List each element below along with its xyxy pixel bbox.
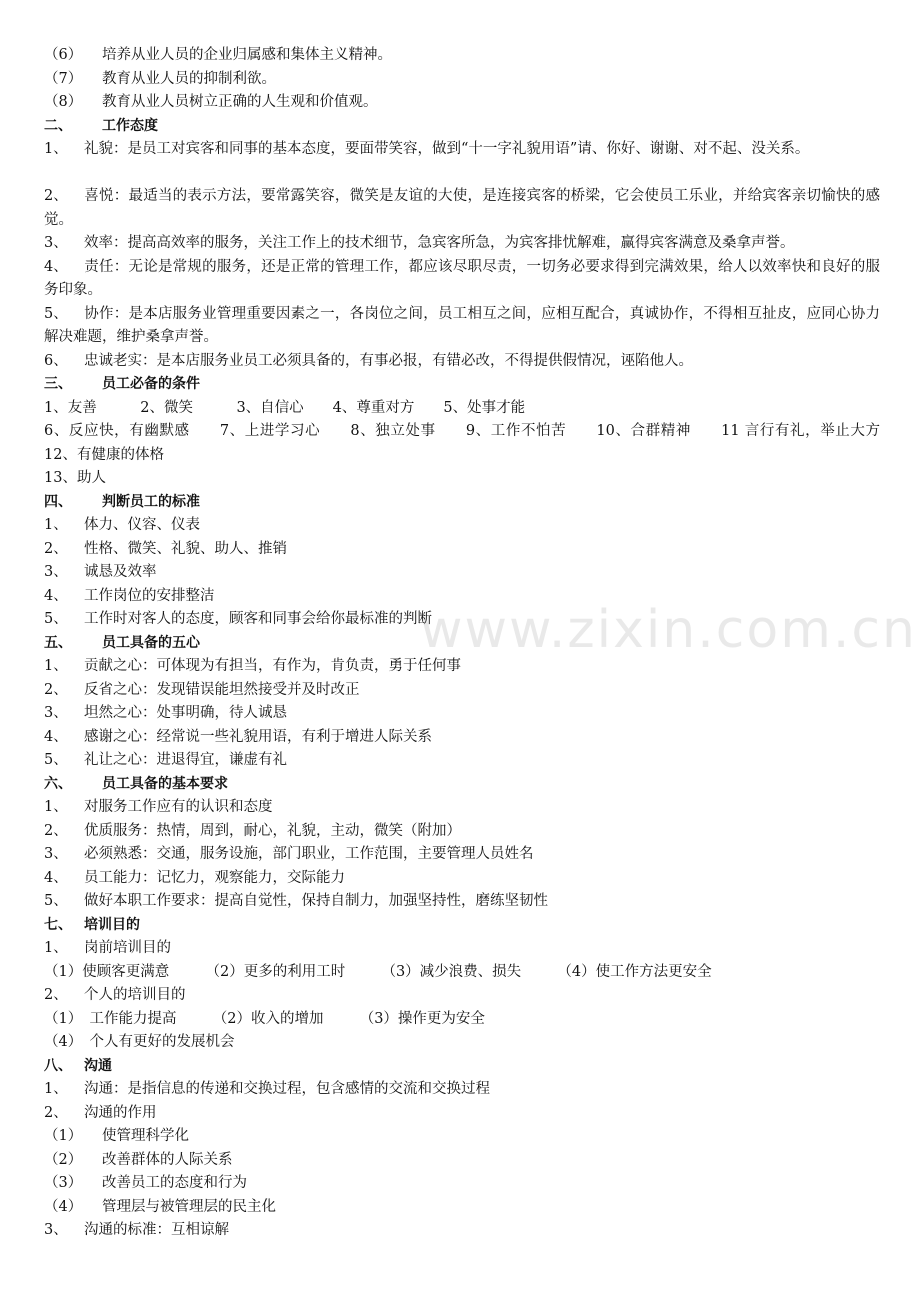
- list-item: [44, 820, 880, 844]
- list-item: [44, 843, 880, 867]
- item-text: 礼貌：是员工对宾客和同事的基本态度，要面带笑容，做到“十一字礼貌用语”请、你好、谢谢、对不起、没关系。: [84, 141, 810, 157]
- item-text: 使管理科学化: [102, 1128, 189, 1144]
- list-item: [44, 585, 880, 609]
- list-item: [44, 796, 880, 820]
- list-item: [44, 1219, 880, 1243]
- item-number: 4、: [44, 258, 68, 275]
- item-number: 3、: [44, 564, 68, 580]
- section-title: 培训目的: [84, 916, 140, 933]
- item-number: 3、: [44, 1222, 68, 1238]
- item-text: 效率：提高高效率的服务，关注工作上的技术细节，急宾客所急，为宾客排忧解难，赢得宾客满意及桑拿声誉。: [84, 235, 795, 251]
- item-text: 贡献之心：可体现为有担当，有作为，肯负责，勇于任何事: [84, 658, 461, 674]
- item-number: 3、: [44, 705, 68, 721]
- list-item: [44, 514, 880, 538]
- item-number: 2、: [44, 987, 68, 1003]
- list-item: [44, 1172, 880, 1196]
- item-text: 改善员工的态度和行为: [102, 1175, 247, 1191]
- list-item: [44, 68, 880, 92]
- item-text: 管理层与被管理层的民主化: [102, 1198, 276, 1215]
- section-number: 五、: [44, 634, 72, 651]
- list-item: [44, 984, 880, 1008]
- section-number: 二、: [44, 117, 72, 134]
- section-title: 员工必备的条件: [102, 376, 200, 392]
- section-heading: [44, 632, 880, 656]
- item-text: 沟通的标准：互相谅解: [84, 1222, 229, 1238]
- list-item: [44, 256, 880, 303]
- list-item: [44, 726, 880, 750]
- list-line: 1、友善 2、微笑 3、自信心 4、尊重对方 5、处事才能: [44, 399, 526, 416]
- section-heading: [44, 373, 880, 397]
- section-heading: [44, 914, 880, 938]
- item-text: 性格、微笑、礼貌、助人、推销: [84, 540, 287, 557]
- item-number: 4、: [44, 869, 68, 886]
- item-number: 4、: [44, 728, 68, 745]
- list-item: [44, 44, 880, 68]
- item-text: 礼让之心：进退得宜，谦虚有礼: [84, 752, 287, 768]
- item-text: 改善群体的人际关系: [102, 1151, 233, 1168]
- list-item: [44, 303, 880, 350]
- item-number: 6、: [44, 352, 68, 369]
- document-page: [44, 44, 909, 1243]
- section-title: 工作态度: [102, 117, 158, 134]
- list-item: [44, 867, 880, 891]
- item-text: 感谢之心：经常说一些礼貌用语，有利于增进人际关系: [84, 728, 432, 745]
- section-heading: [44, 773, 880, 797]
- list-line: 13、助人: [44, 470, 106, 486]
- section-number: 七、: [44, 916, 72, 933]
- item-text: 体力、仪容、仪表: [84, 517, 200, 533]
- list-item: [44, 749, 880, 773]
- item-text: 岗前培训目的: [84, 940, 171, 956]
- section-heading: [44, 1055, 880, 1079]
- list-item: [44, 561, 880, 585]
- section-number: 三、: [44, 376, 72, 392]
- item-text: 沟通：是指信息的传递和交换过程，包含感情的交流和交换过程: [84, 1081, 490, 1097]
- section-heading: [44, 491, 880, 515]
- list-item: [44, 608, 880, 632]
- list-item: [44, 679, 880, 703]
- item-text: 员工能力：记忆力，观察能力，交际能力: [84, 869, 345, 886]
- item-number: 5、: [44, 752, 68, 768]
- item-number: （1）: [44, 1128, 83, 1144]
- list-item: [44, 538, 880, 562]
- item-text: 培养从业人员的企业归属感和集体主义精神。: [102, 47, 392, 63]
- list-item: [44, 1125, 880, 1149]
- list-item: [44, 91, 880, 115]
- item-text: 工作时对客人的态度，顾客和同事会给你最标准的判断: [84, 611, 432, 627]
- list-item: [44, 1196, 880, 1220]
- item-text: 责任：无论是常规的服务，还是正常的管理工作，都应该尽职尽责，一切务必要求得到完满效果，给人以效率快和良好的服务印象。: [44, 258, 880, 298]
- item-number: 1、: [44, 141, 68, 157]
- item-number: （3）: [44, 1175, 83, 1191]
- item-number: 5、: [44, 893, 68, 909]
- item-number: 2、: [44, 540, 68, 557]
- list-item: [44, 232, 880, 256]
- list-item: [44, 1102, 880, 1126]
- item-text: 教育从业人员树立正确的人生观和价值观。: [102, 94, 378, 110]
- list-item: [44, 350, 880, 374]
- item-number: 3、: [44, 846, 68, 862]
- item-number: （7）: [44, 70, 83, 87]
- list-item: [44, 890, 880, 914]
- item-number: 2、: [44, 681, 68, 698]
- list-item: [44, 138, 880, 185]
- item-text: 忠诚老实：是本店服务业员工必须具备的，有事必报，有错必改，不得提供假情况，诬陷他人。: [84, 352, 693, 369]
- item-text: 坦然之心：处事明确，待人诚恳: [84, 705, 287, 721]
- options-line: （1）使顾客更满意 （2）更多的利用工时 （3）减少浪费、损失 （4）使工作方法更安全: [44, 963, 712, 980]
- item-number: 1、: [44, 799, 68, 815]
- watermark: www.zixin.com.cn: [420, 600, 917, 660]
- item-number: （2）: [44, 1151, 83, 1168]
- list-item: [44, 1078, 880, 1102]
- list-item: [44, 1149, 880, 1173]
- section-number: 六、: [44, 775, 72, 792]
- item-number: 5、: [44, 611, 68, 627]
- item-number: （6）: [44, 47, 83, 63]
- list-item: [44, 655, 880, 679]
- item-text: 沟通的作用: [84, 1104, 157, 1121]
- item-number: 1、: [44, 658, 68, 674]
- item-number: 2、: [44, 822, 68, 839]
- section-title: 员工具备的基本要求: [102, 775, 228, 792]
- item-text: 工作岗位的安排整洁: [84, 587, 215, 604]
- section-heading: [44, 115, 880, 139]
- item-number: 2、: [44, 1104, 68, 1121]
- item-number: （4）: [44, 1198, 83, 1215]
- item-text: 教育从业人员的抑制利欲。: [102, 70, 276, 87]
- options-line: （4） 个人有更好的发展机会: [44, 1034, 235, 1050]
- item-text: 对服务工作应有的认识和态度: [84, 799, 273, 815]
- item-number: 2、: [44, 188, 68, 204]
- section-title: 沟通: [84, 1057, 112, 1074]
- section-number: 八、: [44, 1057, 72, 1074]
- item-text: 协作：是本店服务业管理重要因素之一，各岗位之间，员工相互之间，应相互配合，真诚协作，不得相互扯皮，应同心协力解决难题，维护桑拿声誉。: [44, 305, 880, 345]
- section-title: 判断员工的标准: [102, 493, 200, 510]
- item-text: 个人的培训目的: [84, 987, 186, 1003]
- item-text: 诚恳及效率: [84, 564, 157, 580]
- options-line: （1） 工作能力提高 （2）收入的增加 （3）操作更为安全: [44, 1010, 485, 1027]
- item-text: 必须熟悉：交通，服务设施，部门职业，工作范围，主要管理人员姓名: [84, 846, 534, 862]
- item-number: （8）: [44, 94, 83, 110]
- list-item: [44, 185, 880, 232]
- item-number: 3、: [44, 235, 68, 251]
- section-title: 员工具备的五心: [102, 634, 200, 651]
- item-number: 1、: [44, 517, 68, 533]
- item-text: 优质服务：热情，周到，耐心，礼貌，主动，微笑（附加）: [84, 822, 461, 839]
- item-number: 1、: [44, 940, 68, 956]
- item-number: 5、: [44, 305, 68, 322]
- list-item: [44, 937, 880, 961]
- list-line: 6、反应快，有幽默感 7、上进学习心 8、独立处事 9、工作不怕苦 10、合群精神 11 言行有礼，举止大方 12、有健康的体格: [44, 423, 909, 463]
- item-text: 喜悦：最适当的表示方法，要常露笑容，微笑是友谊的大使，是连接宾客的桥梁，它会使员工乐业，并给宾客亲切愉快的感觉。: [44, 188, 880, 228]
- item-number: 1、: [44, 1081, 68, 1097]
- item-number: 4、: [44, 587, 68, 604]
- list-item: [44, 702, 880, 726]
- section-number: 四、: [44, 493, 72, 510]
- item-text: 做好本职工作要求：提高自觉性，保持自制力，加强坚持性，磨练坚韧性: [84, 893, 548, 909]
- item-text: 反省之心：发现错误能坦然接受并及时改正: [84, 681, 360, 698]
